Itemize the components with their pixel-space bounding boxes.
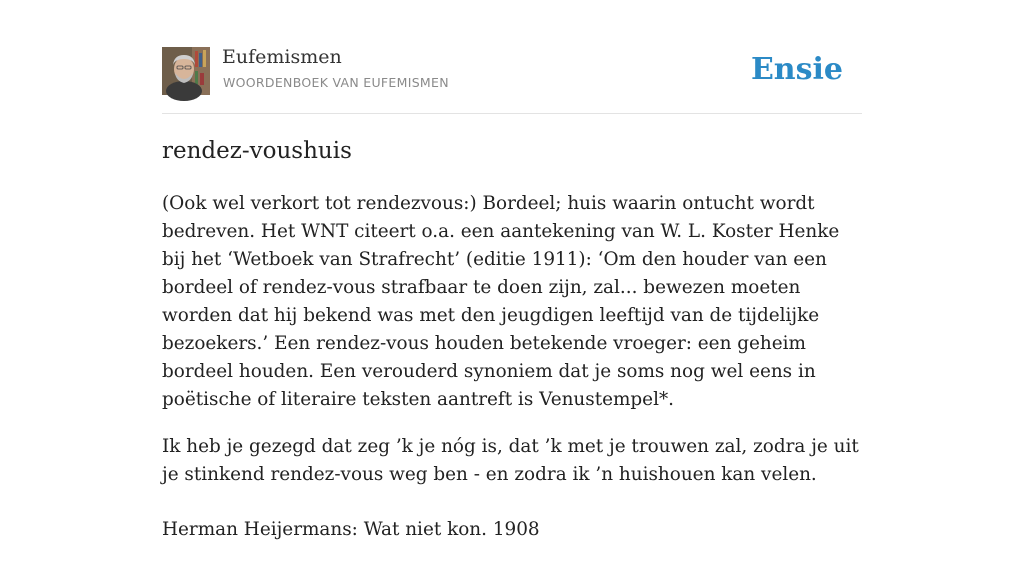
quote-source: Herman Heijermans: Wat niet kon. 1908: [162, 519, 540, 540]
brand-logo[interactable]: Ensie: [750, 52, 843, 87]
entry-content: [162, 190, 862, 563]
author-avatar[interactable]: [162, 47, 210, 95]
paragraph-spacer: [162, 508, 862, 516]
site-subtitle: WOORDENBOEK VAN EUFEMISMEN: [223, 75, 449, 90]
avatar-portrait: [162, 47, 210, 95]
site-header: [162, 46, 862, 96]
site-title[interactable]: Eufemismen: [222, 46, 342, 68]
quote-paragraph: Ik heb je gezegd dat zeg ’k je nóg is, dat ’k met je trouwen zal, zodra je uit je stinkend rendez-vous weg ben - en zodra ik ’n huishouen kan velen.: [162, 436, 859, 485]
definition-paragraph: (Ook wel verkort tot rendezvous:) Bordeel; huis waarin ontucht wordt bedreven. Het WNT citeert o.a. een aantekening van W. L. Koster Henke bij het ‘Wetboek van Strafrecht’ (editie 1911): ‘Om den houder van een bordeel of rendez-vous strafbaar te doen zijn, zal... bewezen moeten worden dat hij bekend was met den jeugdigen leeftijd van de tijdelijke bezoekers.’ Een rendez-vous houden betekende vroeger: een geheim bordeel houden. Een verouderd synoniem dat je soms nog wel eens in poëtische of literaire teksten aantreft is Venustempel*.: [162, 193, 840, 410]
entry-title: rendez-voushuis: [162, 138, 352, 164]
header-divider: [162, 113, 862, 114]
